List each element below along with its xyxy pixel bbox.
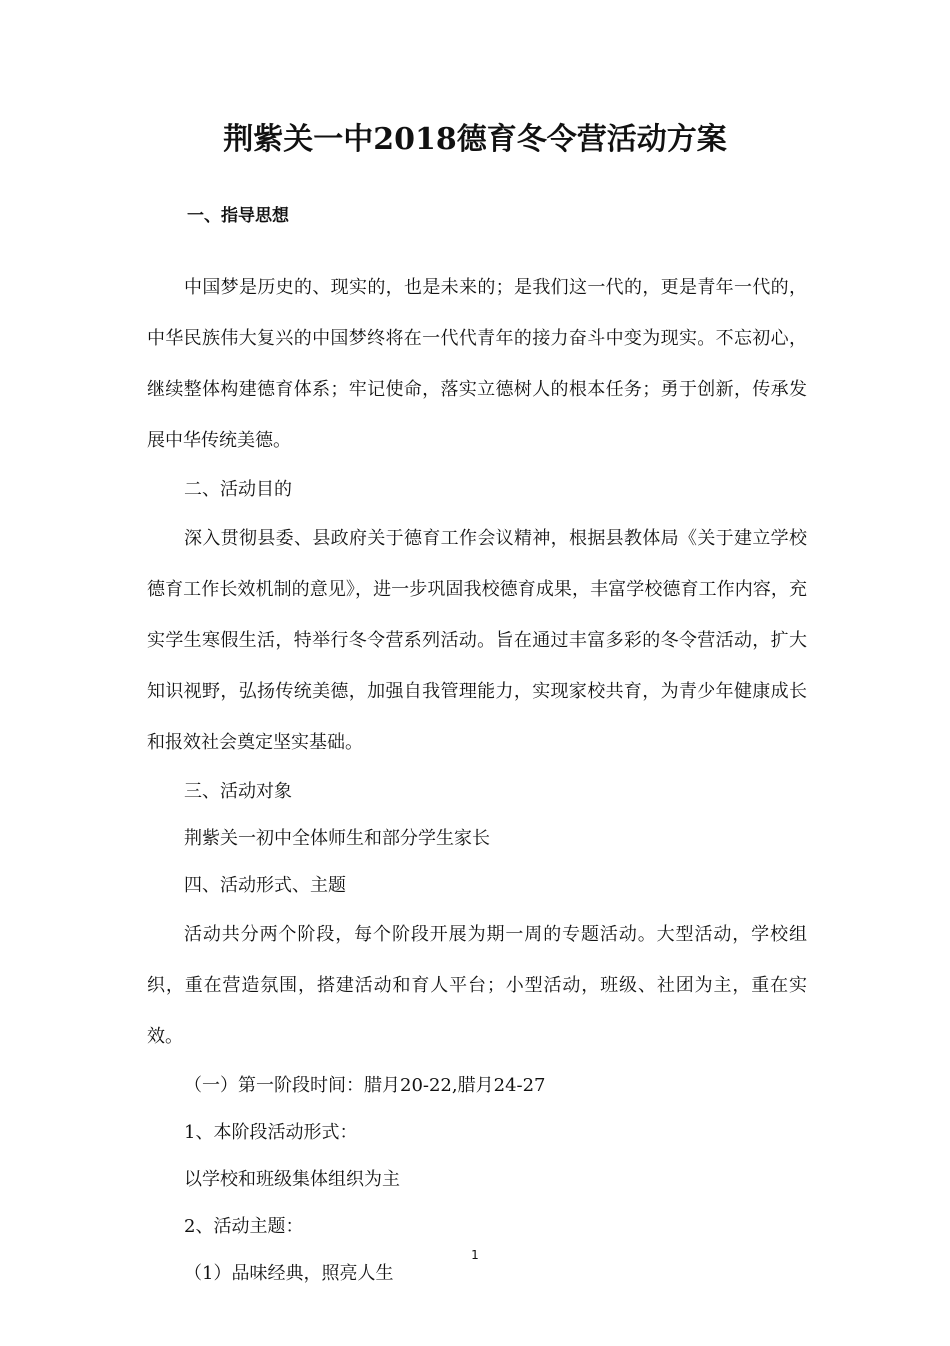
section-heading-guiding-ideology: 一、指导思想 <box>187 206 289 226</box>
section-heading-participants: 三、活动对象 <box>184 781 292 802</box>
paragraph-participants: 荆紫关一初中全体师生和部分学生家长 <box>184 828 490 849</box>
document-title: 荆紫关一中2018德育冬令营活动方案 <box>223 122 727 157</box>
section-heading-format-theme: 四、活动形式、主题 <box>184 875 346 896</box>
page-number: 1 <box>471 1248 479 1262</box>
item-one-text: 以学校和班级集体组织为主 <box>184 1169 400 1190</box>
item-two-heading: 2、活动主题： <box>184 1216 304 1237</box>
section-heading-purpose: 二、活动目的 <box>184 479 292 500</box>
paragraph-purpose: 深入贯彻县委、县政府关于德育工作会议精神，根据县教体局《关于建立学校德育工作长效机制的意见》，进一步巩固我校德育成果，丰富学校德育工作内容，充实学生寒假生活，特举行冬令营系列活动。旨在通过丰富多彩的冬令营活动，扩大知识视野，弘扬传统美德，加强自我管理能力，实现家校共育，为青少年健康成长和报效社会奠定坚实基础。 <box>147 528 807 753</box>
stage-one-time: （一）第一阶段时间：腊月20-22,腊月24-27 <box>184 1075 546 1096</box>
paragraph-format-theme: 活动共分两个阶段，每个阶段开展为期一周的专题活动。大型活动，学校组织，重在营造氛围，搭建活动和育人平台；小型活动，班级、社团为主，重在实效。 <box>147 924 807 1047</box>
document-body <box>147 262 807 1297</box>
item-one-heading: 1、本阶段活动形式： <box>184 1122 358 1143</box>
paragraph-guiding-ideology: 中国梦是历史的、现实的，也是未来的；是我们这一代的，更是青年一代的，中华民族伟大复兴的中国梦终将在一代代青年的接力奋斗中变为现实。不忘初心，继续整体构建德育体系；牢记使命，落实立德树人的根本任务；勇于创新，传承发展中华传统美德。 <box>147 277 807 451</box>
item-two-sub-one: （1）品味经典，照亮人生 <box>184 1263 394 1284</box>
